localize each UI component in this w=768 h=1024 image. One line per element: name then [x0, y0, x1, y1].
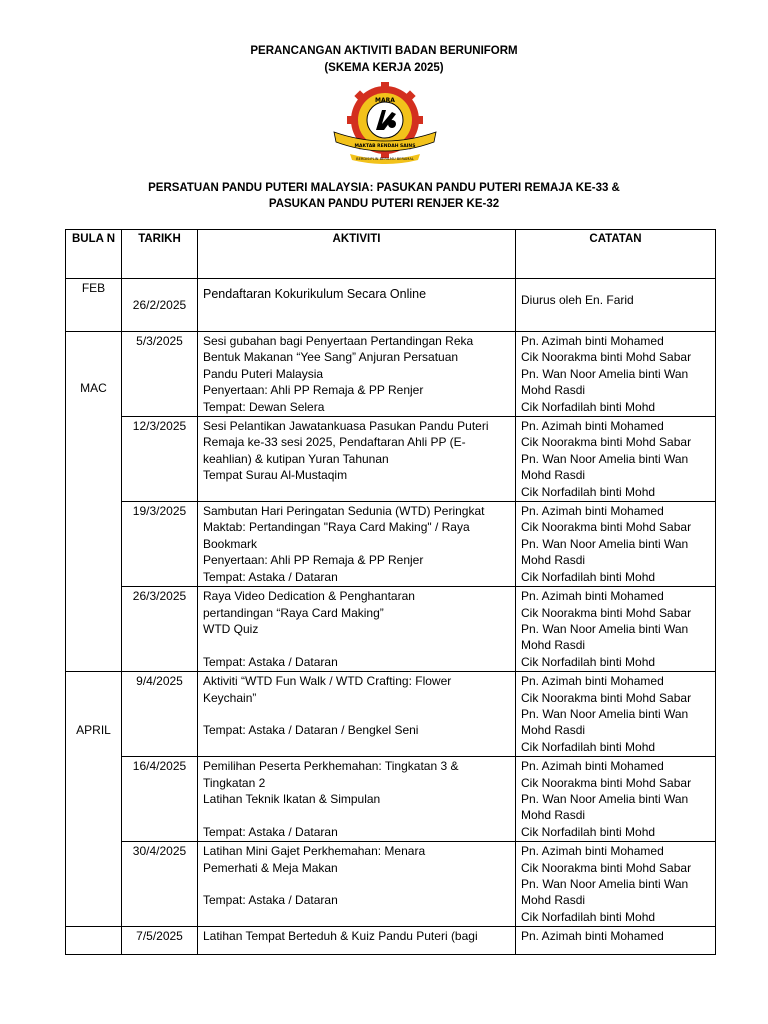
- table-row: [66, 842, 716, 927]
- date-cell: 26/2/2025: [122, 279, 198, 332]
- notes-cell: Pn. Azimah binti Mohamed Cik Noorakma binti Mohd Sabar Pn. Wan Noor Amelia binti Wan Mohd Rasdi Cik Norfadilah binti Mohd: [516, 842, 716, 927]
- table-row: [66, 502, 716, 587]
- header-catatan: CATATAN: [516, 230, 716, 279]
- month-cell: FEB: [66, 279, 122, 332]
- activity-cell: Sesi gubahan bagi Penyertaan Pertandingan Reka Bentuk Makanan “Yee Sang” Anjuran Persatuan Pandu Puteri Malaysia Penyertaan: Ahli PP Remaja & PP Renjer Tempat: Dewan Selera: [198, 332, 516, 417]
- activity-cell: Pendaftaran Kokurikulum Secara Online: [198, 279, 516, 332]
- month-cell: [66, 927, 122, 955]
- document-title: PERANCANGAN AKTIVITI BADAN BERUNIFORM: [250, 45, 518, 57]
- table-row: [66, 417, 716, 502]
- month-cell: MAC: [66, 332, 122, 672]
- table-row: [66, 332, 716, 417]
- notes-cell: Pn. Azimah binti Mohamed Cik Noorakma binti Mohd Sabar Pn. Wan Noor Amelia binti Wan Mohd Rasdi Cik Norfadilah binti Mohd: [516, 502, 716, 587]
- activity-cell: Aktiviti “WTD Fun Walk / WTD Crafting: Flower Keychain” Tempat: Astaka / Dataran / Bengkel Seni: [198, 672, 516, 757]
- notes-cell: Pn. Azimah binti Mohamed Cik Noorakma binti Mohd Sabar Pn. Wan Noor Amelia binti Wan Mohd Rasdi Cik Norfadilah binti Mohd: [516, 672, 716, 757]
- table-row: [66, 587, 716, 672]
- table-row: [66, 757, 716, 842]
- document-subtitle: (SKEMA KERJA 2025): [324, 62, 444, 74]
- svg-text:MAKTAB RENDAH SAINS: MAKTAB RENDAH SAINS: [354, 144, 416, 149]
- table-row: [66, 672, 716, 757]
- mara-logo: [330, 80, 440, 164]
- date-cell: 7/5/2025: [122, 927, 198, 955]
- date-cell: 5/3/2025: [122, 332, 198, 417]
- activity-cell: Raya Video Dedication & Penghantaran pertandingan “Raya Card Making” WTD Quiz Tempat: Astaka / Dataran: [198, 587, 516, 672]
- month-cell: APRIL: [66, 672, 122, 927]
- notes-cell: Pn. Azimah binti Mohamed Cik Noorakma binti Mohd Sabar Pn. Wan Noor Amelia binti Wan Mohd Rasdi Cik Norfadilah binti Mohd: [516, 332, 716, 417]
- svg-text:BERDISIPLIN BERILMU BERAMAL: BERDISIPLIN BERILMU BERAMAL: [356, 157, 414, 161]
- date-cell: 30/4/2025: [122, 842, 198, 927]
- notes-cell: Pn. Azimah binti Mohamed Cik Noorakma binti Mohd Sabar Pn. Wan Noor Amelia binti Wan Mohd Rasdi Cik Norfadilah binti Mohd: [516, 417, 716, 502]
- activity-cell: Pemilihan Peserta Perkhemahan: Tingkatan 3 & Tingkatan 2 Latihan Teknik Ikatan & Simpulan Tempat: Astaka / Dataran: [198, 757, 516, 842]
- date-cell: 9/4/2025: [122, 672, 198, 757]
- activity-cell: Latihan Mini Gajet Perkhemahan: Menara Pemerhati & Meja Makan Tempat: Astaka / Dataran: [198, 842, 516, 927]
- date-cell: 19/3/2025: [122, 502, 198, 587]
- date-cell: 12/3/2025: [122, 417, 198, 502]
- activity-cell: Sambutan Hari Peringatan Sedunia (WTD) Peringkat Maktab: Pertandingan "Raya Card Making" / Raya Bookmark Penyertaan: Ahli PP Remaja & PP Renjer Tempat: Astaka / Dataran: [198, 502, 516, 587]
- header-tarikh: TARIKH: [122, 230, 198, 279]
- notes-cell: Pn. Azimah binti Mohamed Cik Noorakma binti Mohd Sabar Pn. Wan Noor Amelia binti Wan Mohd Rasdi Cik Norfadilah binti Mohd: [516, 587, 716, 672]
- organization-heading-line1: PERSATUAN PANDU PUTERI MALAYSIA: PASUKAN PANDU PUTERI REMAJA KE-33 &: [148, 182, 620, 194]
- table-row: [66, 927, 716, 955]
- activity-table: [65, 229, 716, 955]
- notes-cell: Pn. Azimah binti Mohamed: [516, 927, 716, 955]
- svg-text:MARA: MARA: [375, 97, 395, 104]
- date-cell: 26/3/2025: [122, 587, 198, 672]
- header-aktiviti: AKTIVITI: [198, 230, 516, 279]
- organization-heading-line2: PASUKAN PANDU PUTERI RENJER KE-32: [268, 198, 500, 210]
- notes-cell: Diurus oleh En. Farid: [516, 279, 716, 332]
- table-row: [66, 279, 716, 332]
- table-header-row: [66, 230, 716, 279]
- notes-cell: Pn. Azimah binti Mohamed Cik Noorakma binti Mohd Sabar Pn. Wan Noor Amelia binti Wan Mohd Rasdi Cik Norfadilah binti Mohd: [516, 757, 716, 842]
- date-cell: 16/4/2025: [122, 757, 198, 842]
- activity-cell: Sesi Pelantikan Jawatankuasa Pasukan Pandu Puteri Remaja ke-33 sesi 2025, Pendaftaran Ahli PP (E- keahlian) & kutipan Yuran Tahunan Tempat Surau Al-Mustaqim: [198, 417, 516, 502]
- header-bulan: BULA N: [66, 230, 122, 279]
- activity-cell: Latihan Tempat Berteduh & Kuiz Pandu Puteri (bagi: [198, 927, 516, 955]
